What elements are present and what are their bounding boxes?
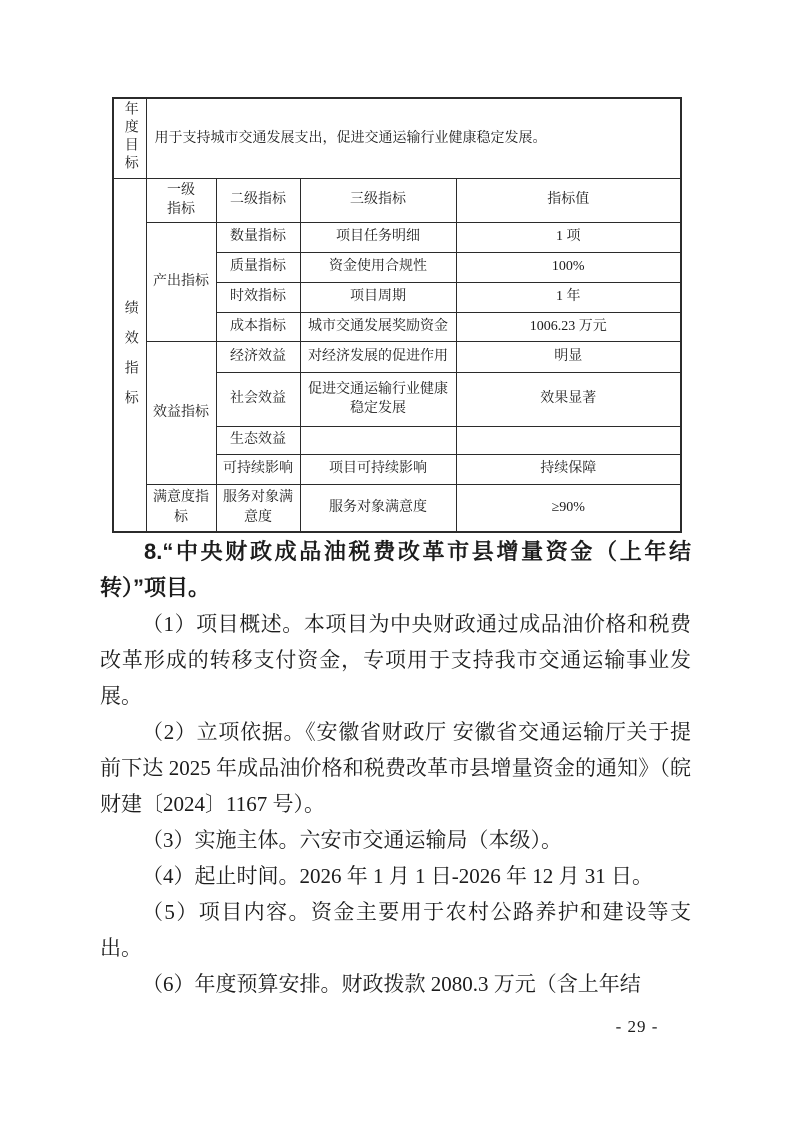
level2-cell: 时效指标 <box>216 282 300 312</box>
level3-cell: 促进交通运输行业健康稳定发展 <box>300 372 456 426</box>
header-level3: 三级指标 <box>300 178 456 222</box>
level3-cell: 城市交通发展奖励资金 <box>300 312 456 341</box>
level3-cell: 对经济发展的促进作用 <box>300 341 456 372</box>
level1-satisfaction-cell: 满意度指标 <box>146 484 216 532</box>
level2-cell: 数量指标 <box>216 222 300 252</box>
section-heading: 8.“中央财政成品油税费改革市县增量资金（上年结转）”项目。 <box>100 539 691 600</box>
level2-cell: 成本指标 <box>216 312 300 341</box>
value-cell: 100% <box>456 252 681 282</box>
annual-goal-text: 用于支持城市交通发展支出，促进交通运输行业健康稳定发展。 <box>146 98 681 178</box>
level2-cell: 社会效益 <box>216 372 300 426</box>
level3-cell <box>300 426 456 454</box>
level3-cell: 项目周期 <box>300 282 456 312</box>
paragraph-duration: （4）起止时间。2026 年 1 月 1 日-2026 年 12 月 31 日。 <box>142 864 653 888</box>
value-cell: 明显 <box>456 341 681 372</box>
level2-cell: 经济效益 <box>216 341 300 372</box>
paragraph-implementer: （3）实施主体。六安市交通运输局（本级）。 <box>142 828 562 852</box>
paragraph-basis: （2）立项依据。《安徽省财政厅 安徽省交通运输厅关于提前下达 2025 年成品油价格和税费改革市县增量资金的通知》（皖财建〔2024〕1167 号）。 <box>100 720 691 816</box>
header-level2: 二级指标 <box>216 178 300 222</box>
performance-indicator-table <box>112 97 682 533</box>
level3-cell: 资金使用合规性 <box>300 252 456 282</box>
level2-cell: 生态效益 <box>216 426 300 454</box>
annual-goal-label-cell <box>113 98 146 178</box>
table-header-row <box>113 178 681 222</box>
level3-cell: 服务对象满意度 <box>300 484 456 532</box>
value-cell: 1 项 <box>456 222 681 252</box>
value-cell: ≥90% <box>456 484 681 532</box>
paragraph-content: （5）项目内容。资金主要用于农村公路养护和建设等支出。 <box>100 900 691 960</box>
page-number: - 29 - <box>615 1017 659 1036</box>
value-cell <box>456 426 681 454</box>
value-cell: 1 年 <box>456 282 681 312</box>
table-row <box>113 98 681 178</box>
paragraph-budget: （6）年度预算安排。财政拨款 2080.3 万元（含上年结 <box>142 972 641 996</box>
header-level1-text: 一级指标 <box>166 182 195 218</box>
table-row <box>113 484 681 532</box>
performance-label-cell <box>113 178 146 532</box>
project-section <box>100 534 691 1002</box>
level3-cell: 项目可持续影响 <box>300 454 456 484</box>
level2-cell: 可持续影响 <box>216 454 300 484</box>
level1-output-cell: 产出指标 <box>146 222 216 341</box>
annual-goal-label: 年度目标 <box>122 101 138 173</box>
value-cell: 1006.23 万元 <box>456 312 681 341</box>
level1-benefit-cell: 效益指标 <box>146 341 216 484</box>
table-row <box>113 341 681 372</box>
value-cell: 效果显著 <box>456 372 681 426</box>
paragraph-overview: （1）项目概述。本项目为中央财政通过成品油价格和税费改革形成的转移支付资金，专项用于支持我市交通运输事业发展。 <box>100 612 691 708</box>
level3-cell: 项目任务明细 <box>300 222 456 252</box>
value-cell: 持续保障 <box>456 454 681 484</box>
header-level1 <box>146 178 216 222</box>
level2-cell: 服务对象满意度 <box>216 484 300 532</box>
table-row <box>113 222 681 252</box>
header-value: 指标值 <box>456 178 681 222</box>
performance-label: 绩效指标 <box>122 299 138 420</box>
level2-cell: 质量指标 <box>216 252 300 282</box>
